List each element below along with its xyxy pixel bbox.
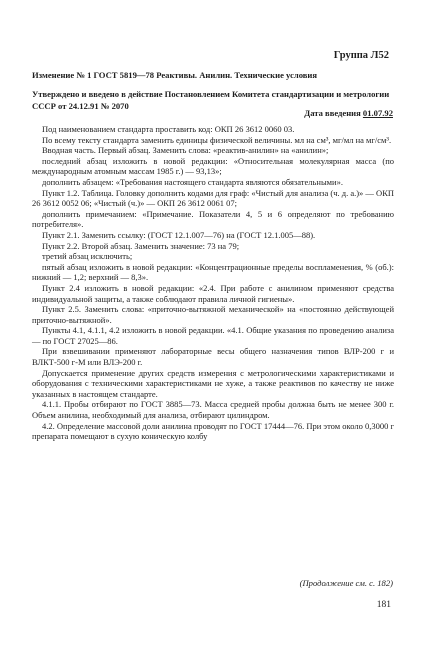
paragraph: Пункт 2.5. Заменить слова: «приточно-вытяжной механической» на «постоянно действующей приточно-вытяжной».	[32, 304, 394, 325]
paragraph: третий абзац исключить;	[42, 251, 133, 262]
paragraph: Допускается применение других средств измерения с метрологическими характеристиками и оборудования с техническими характеристиками не хуже, а также реактивов по качеству не ниже указанных в настоящем стандарте.	[32, 367, 394, 399]
paragraph: Пункт 2.2. Второй абзац. Заменить значение: 73 на 79;	[42, 240, 240, 251]
paragraph: Под наименованием стандарта проставить код: ОКП 26 3612 0060 03.	[42, 124, 295, 134]
paragraph: По всему тексту стандарта заменить единицы физической величины. мл на см³, мг/мл на мг/см³.	[42, 134, 392, 145]
paragraph: 4.1.1. Пробы отбирают по ГОСТ 3885—73. Масса средней пробы должна быть не менее 300 г. Объем анилина, необходимый для анализа, отбирают цилиндром.	[32, 399, 394, 421]
introduction-date-label: Дата введения	[304, 108, 361, 118]
paragraph: последний абзац изложить в новой редакции: «Относительная молекулярная масса (по международным атомным массам 1985 г.) — 93,13»;	[32, 155, 394, 177]
group-code: Группа Л52	[333, 50, 389, 61]
paragraph: Пункты 4.1, 4.1.1, 4.2 изложить в новой редакции. «4.1. Общие указания по проведению анализа — по ГОСТ 27025—86.	[32, 325, 394, 346]
document-body	[32, 124, 394, 442]
paragraph: При взвешивании применяют лабораторные весы общего назначения типов ВЛР-200 г и ВЛКТ-500 г-М или ВЛЭ-200 г.	[32, 346, 394, 368]
introduction-date	[304, 108, 393, 118]
paragraph: дополнить примечанием: «Примечание. Показатели 4, 5 и 6 определяют по требованию потребителя».	[32, 208, 394, 230]
paragraph: дополнить абзацем: «Требования настоящего стандарта являются обязательными».	[42, 176, 343, 187]
page-number: 181	[376, 600, 391, 610]
paragraph: Пункт 2.1. Заменить ссылку: (ГОСТ 12.1.007—76) на (ГОСТ 12.1.005—88).	[42, 229, 316, 240]
paragraph: Пункт 2.4 изложить в новой редакции: «2.4. При работе с анилином применяют средства индивидуальной защиты, а также соблюдают правила личной гигиены».	[32, 282, 394, 304]
amendment-title: Изменение № 1 ГОСТ 5819—78 Реактивы. Анилин. Технические условия	[32, 70, 318, 80]
introduction-date-value: 01.07.92	[362, 108, 393, 118]
paragraph: пятый абзац изложить в новой редакции: «Концентрационные пределы воспламенения, % (об.): нижний — 1,2; верхний — 8,3».	[32, 261, 394, 283]
paragraph: Вводная часть. Первый абзац. Заменить слова: «реактив-анилин» на «анилин»;	[42, 145, 329, 156]
paragraph: Пункт 1.2. Таблица. Головку дополнить кодами для граф: «Чистый для анализа (ч. д. а.)» — ОКП 26 3612 0052 06; «Чистый (ч.)» — ОКП 26 3612 0061 07;	[32, 187, 394, 209]
continuation-note: (Продолжение см. с. 182)	[299, 578, 393, 588]
paragraph: 4.2. Определение массовой доли анилина проводят по ГОСТ 17444—76. При этом около 0,3000 г препарата помещают в сухую коническую колбу	[32, 420, 394, 442]
approval-statement: Утверждено и введено в действие Постановлением Комитета стандартизации и метрологии СССР от 24.12.91 № 2070	[32, 89, 390, 111]
